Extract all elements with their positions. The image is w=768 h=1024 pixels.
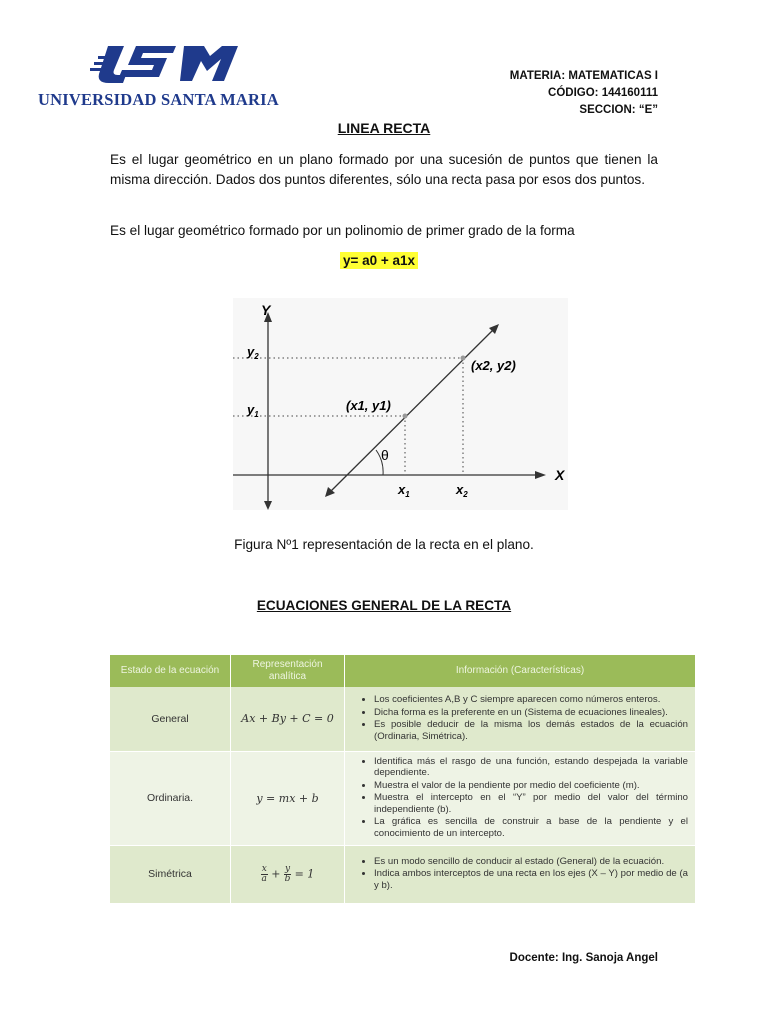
fraction-y-b: $\frac{y}{b}$ [284, 863, 291, 884]
table-row [110, 845, 696, 903]
x1-label: $x_1$ [398, 482, 410, 499]
section-title: ECUACIONES GENERAL DE LA RECTA [256, 598, 512, 613]
list-item: • Los coeficientes A,B y C siempre aparecen como números enteros. [374, 694, 688, 706]
table-cell-representation: y = mx + b [231, 751, 345, 845]
table-cell-state: Simétrica [110, 845, 231, 903]
list-item: • Dicha forma es la preferente en un (Sistema de ecuaciones lineales). [374, 707, 688, 719]
table-cell-representation: $\frac{x}{a}$ + $\frac{y}{b}$ = 1 [231, 845, 345, 903]
fraction-x-a: $\frac{x}{a}$ [261, 863, 267, 884]
list-item: • Indica ambos interceptos de una recta en los ejes (X – Y) por medio de (a y b). [374, 868, 688, 891]
list-item: • Muestra el valor de la pendiente por medio del coeficiente (m). [374, 780, 688, 792]
table-header-cell: Representación analítica [231, 655, 345, 687]
point-1-label: (x1, y1) [346, 398, 391, 413]
list-item: • Muestra el intercepto en el “Y” por medio del valor del término independiente (b). [374, 792, 688, 815]
table-cell-info [345, 845, 696, 903]
table-header-cell: Información (Características) [345, 655, 696, 687]
list-item: • Identifica más el rasgo de una función, estando despejada la variable dependiente. [374, 756, 688, 779]
usm-logo-icon [38, 42, 278, 90]
info-list [346, 753, 694, 844]
university-logo [38, 42, 278, 112]
paragraph-definition-1: Es el lugar geométrico en un plano formado por una sucesión de puntos que tienen la misma dirección. Dados dos puntos diferentes, sólo una recta pasa por esos dos puntos. [110, 152, 658, 187]
info-list [346, 853, 694, 896]
table-header-row [110, 655, 696, 687]
table-header-cell: Estado de la ecuación [110, 655, 231, 687]
formula-highlight: y= a0 + a1x [340, 252, 418, 269]
line-graph-figure [233, 298, 568, 510]
list-item: • Es posible deducir de la misma los demás estados de la ecuación (Ordinaria, Simétrica). [374, 719, 688, 742]
table-row [110, 751, 696, 845]
info-list [346, 691, 694, 746]
angle-label: θ [381, 447, 389, 463]
header-seccion: SECCION: “E” [579, 104, 658, 116]
point-2-marker [461, 356, 466, 361]
header-materia: MATERIA: MATEMATICAS I [509, 70, 658, 82]
line-graph-svg [233, 298, 568, 510]
point-2-label: (x2, y2) [471, 358, 516, 373]
table-cell-representation: Ax + By + C = 0 [231, 687, 345, 751]
table-cell-state: Ordinaria. [110, 751, 231, 845]
x-axis-label: X [555, 467, 565, 483]
table-row [110, 687, 696, 751]
footer-docente: Docente: Ing. Sanoja Angel [509, 952, 658, 964]
x2-label: $x_2$ [456, 482, 468, 499]
y2-label: $y_2$ [247, 344, 259, 361]
point-1-marker [403, 414, 408, 419]
figure-caption: Figura Nº1 representación de la recta en el plano. [234, 537, 534, 552]
page-title: LINEA RECTA [337, 120, 431, 136]
list-item: • Es un modo sencillo de conducir al estado (General) de la ecuación. [374, 856, 688, 868]
equations-table [110, 655, 696, 904]
table-cell-state: General [110, 687, 231, 751]
paragraph-definition-2: Es el lugar geométrico formado por un polinomio de primer grado de la forma [110, 223, 575, 238]
table-cell-info [345, 751, 696, 845]
list-item: • La gráfica es sencilla de construir a base de la pendiente y el conocimiento de un intercepto. [374, 816, 688, 839]
table-cell-info [345, 687, 696, 751]
header-codigo: CÓDIGO: 144160111 [548, 87, 658, 99]
university-name: UNIVERSIDAD SANTA MARIA [38, 90, 279, 109]
y1-label: $y_1$ [247, 402, 259, 419]
y-axis-label: Y [261, 302, 271, 318]
